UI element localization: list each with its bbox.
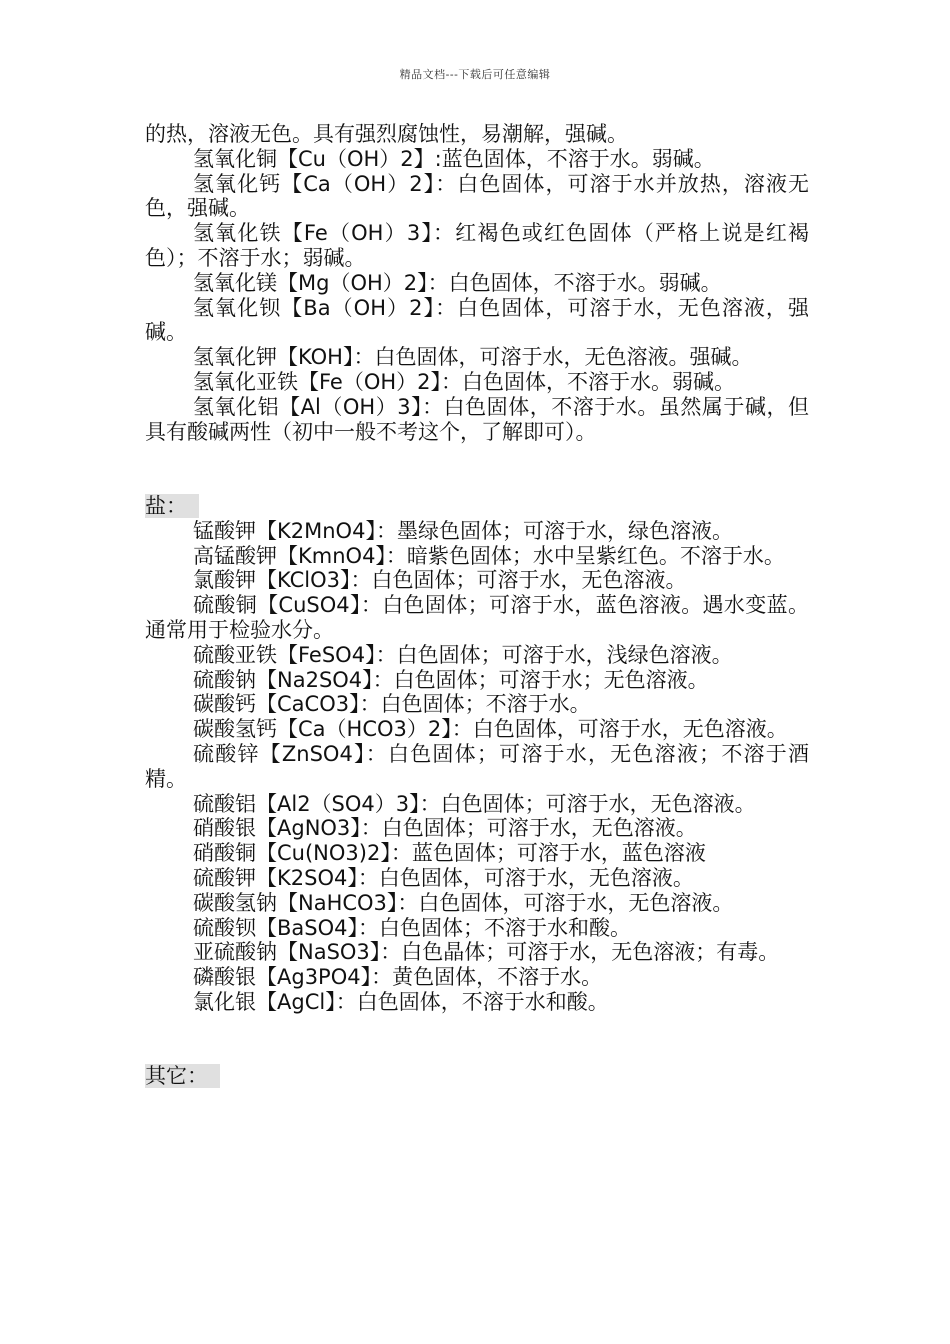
heading-text: 盐： (145, 494, 199, 518)
heading-text: 其它： (145, 1064, 220, 1088)
salt-item: 硫酸铜【CuSO4】：白色固体；可溶于水，蓝色溶液。遇水变蓝。通常用于检验水分。 (145, 593, 809, 642)
paragraph: 氢氧化亚铁【Fe（OH）2】：白色固体，不溶于水。弱碱。 (193, 369, 736, 394)
salt-item: 硫酸亚铁【FeSO4】：白色固体；可溶于水，浅绿色溶液。 (193, 642, 733, 667)
salt-item: 碳酸氢钠【NaHCO3】：白色固体，可溶于水，无色溶液。 (193, 890, 734, 915)
salt-item: 高锰酸钾【KmnO4】：暗紫色固体；水中呈紫红色。不溶于水。 (193, 543, 785, 568)
salt-item: 硫酸铝【Al2（SO4）3】：白色固体；可溶于水，无色溶液。 (193, 791, 756, 816)
document-body (145, 122, 809, 1089)
salt-item: 硝酸铜【Cu(NO3)2】：蓝色固体；可溶于水，蓝色溶液 (193, 841, 706, 866)
paragraph: 氢氧化铝【Al（OH）3】：白色固体，不溶于水。虽然属于碱，但具有酸碱两性（初中一般不考这个，了解即可）。 (145, 394, 809, 444)
paragraph: 氢氧化钙【Ca（OH）2】：白色固体，可溶于水并放热，溶液无色，强碱。 (145, 171, 809, 221)
salt-item: 硫酸锌【ZnSO4】：白色固体；可溶于水，无色溶液；不溶于酒精。 (145, 741, 809, 791)
paragraph: 氢氧化铁【Fe（OH）3】：红褐色或红色固体（严格上说是红褐色）；不溶于水；弱碱。 (145, 221, 809, 270)
salt-item: 磷酸银【Ag3PO4】：黄色固体，不溶于水。 (193, 965, 603, 990)
spacer (145, 444, 809, 494)
paragraph: 氢氧化钾【KOH】：白色固体，可溶于水，无色溶液。强碱。 (193, 345, 753, 370)
spacer (145, 1015, 809, 1065)
salt-item: 硫酸钠【Na2SO4】：白色固体；可溶于水；无色溶液。 (193, 667, 709, 692)
salts-section (145, 519, 809, 1015)
page-header: 精品文档---下载后可任意编辑 (399, 68, 551, 81)
section-heading-salt (145, 494, 809, 519)
salt-item: 硫酸钾【K2SO4】：白色固体，可溶于水，无色溶液。 (193, 865, 694, 890)
salt-item: 锰酸钾【K2MnO4】：墨绿色固体；可溶于水，绿色溶液。 (193, 518, 733, 543)
salt-item: 硫酸钡【BaSO4】：白色固体；不溶于水和酸。 (193, 915, 631, 940)
section-heading-other (145, 1064, 809, 1089)
paragraph: 氢氧化镁【Mg（OH）2】：白色固体，不溶于水。弱碱。 (193, 270, 722, 295)
salt-item: 亚硫酸钠【NaSO3】：白色晶体；可溶于水，无色溶液；有毒。 (193, 940, 780, 965)
bases-section (145, 122, 809, 444)
paragraph: 氢氧化铜【Cu（OH）2】:蓝色固体，不溶于水。弱碱。 (193, 146, 715, 171)
salt-item: 碳酸钙【CaCO3】：白色固体；不溶于水。 (193, 692, 591, 717)
salt-item: 氯酸钾【KClO3】：白色固体；可溶于水，无色溶液。 (193, 568, 687, 593)
salt-item: 碳酸氢钙【Ca（HCO3）2】：白色固体，可溶于水，无色溶液。 (193, 717, 788, 742)
salt-item: 氯化银【AgCl】：白色固体，不溶于水和酸。 (193, 989, 609, 1014)
salt-item: 硝酸银【AgNO3】：白色固体；可溶于水，无色溶液。 (193, 816, 697, 841)
paragraph: 的热，溶液无色。具有强烈腐蚀性，易潮解，强碱。 (145, 122, 628, 146)
paragraph: 氢氧化钡【Ba（OH）2】：白色固体，可溶于水，无色溶液，强碱。 (145, 295, 809, 345)
